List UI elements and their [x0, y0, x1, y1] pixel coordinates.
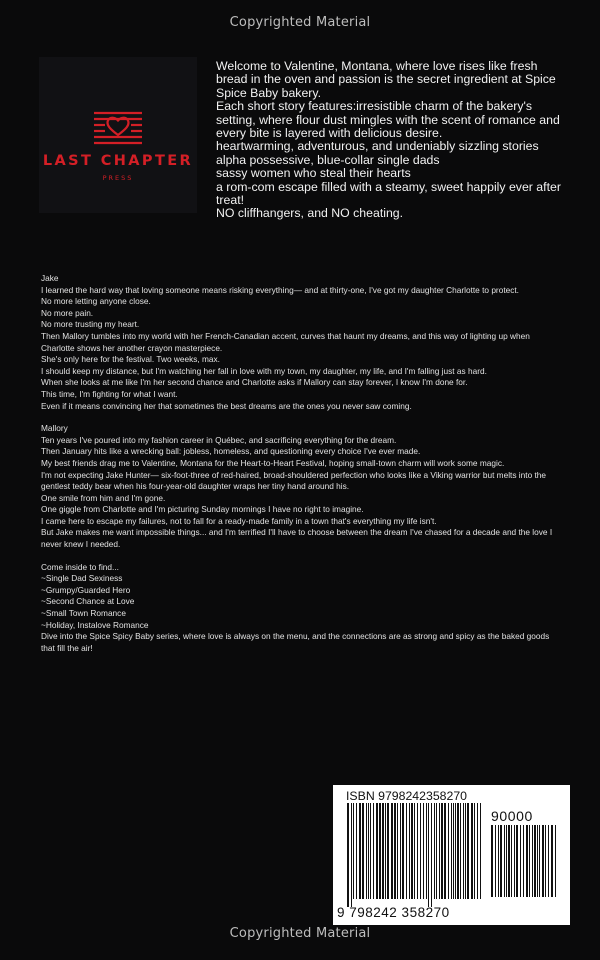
paragraph: I should keep my distance, but I'm watching her fall in love with my town, my daughter, my life, and I'm falling just as hard. — [41, 365, 487, 376]
book-heart-icon — [88, 105, 148, 151]
barcode-bar — [534, 825, 536, 897]
barcode-bar — [426, 803, 427, 899]
barcode-bar — [504, 825, 505, 897]
isbn-barcode — [333, 785, 570, 925]
barcode-bar — [495, 825, 496, 897]
trope-item: ~Single Dad Sexiness — [41, 573, 123, 584]
barcode-bar — [511, 825, 512, 897]
barcode-bar — [366, 803, 367, 899]
barcode-bar — [400, 803, 401, 899]
section-heading: Jake — [41, 273, 59, 283]
paragraph: I'm not expecting Jake Hunter— six-foot-three of red-haired, broad-shouldered perfection who looks like a Viking warrior but melts into the gentlest teddy bear when his four-year-old daughter wraps her tiny hand around his. — [41, 469, 547, 492]
barcode-bar — [385, 803, 386, 899]
barcode-bar — [391, 803, 393, 899]
barcode-bar — [439, 803, 440, 899]
intro-line: a rom-com escape filled with a steamy, sweet happily ever after treat! — [216, 179, 561, 208]
barcode-bar — [441, 803, 443, 899]
barcode-bar — [455, 803, 456, 899]
barcode-bar — [397, 803, 398, 899]
paragraph: Dive into the Spice Spicy Baby series, where love is always on the menu, and the connections are as strong and spicy as the baked goods that fill the air! — [41, 631, 550, 653]
barcode-bar — [463, 803, 464, 899]
barcode-bar — [465, 803, 466, 899]
paragraph: She's only here for the festival. Two weeks, max. — [41, 354, 220, 365]
barcode-bar — [387, 803, 389, 899]
barcode-bar — [359, 803, 361, 899]
paragraph: I came here to escape my failures, not to fall for a ready-made family in a town that's everything my life isn't. — [41, 515, 437, 526]
barcode-bar — [436, 803, 437, 899]
barcode-bar — [351, 803, 352, 907]
barcode-bar — [545, 825, 546, 897]
jake-section — [41, 273, 561, 412]
barcode-bar — [356, 803, 357, 899]
barcode-bar — [551, 825, 553, 897]
trope-item: ~Small Town Romance — [41, 608, 126, 619]
barcode-bar — [457, 803, 459, 899]
barcode-bar — [420, 803, 421, 899]
barcode-bar — [402, 803, 404, 899]
intro-line: heartwarming, adventurous, and undeniably sizzling stories — [216, 139, 539, 154]
barcode-bar — [471, 803, 473, 899]
paragraph: No more letting anyone close. — [41, 296, 151, 307]
barcode-bar — [431, 803, 432, 907]
barcode-bar — [477, 803, 478, 899]
paragraph: This time, I'm fighting for what I want. — [41, 388, 178, 399]
intro-line: Welcome to Valentine, Montana, where love rises like fresh bread in the oven and passion is the secret ingredient at Spice Spice Baby bakery. — [216, 59, 556, 100]
barcode-bar — [480, 803, 481, 899]
barcode-bar — [373, 803, 374, 899]
publisher-sub: PRESS — [102, 174, 134, 182]
intro-line: NO cliffhangers, and NO cheating. — [216, 206, 404, 221]
watermark-top: Copyrighted Material — [229, 15, 371, 30]
barcode-bar — [451, 803, 452, 899]
barcode-digits: 9 798242 358270 — [337, 905, 450, 920]
barcode-bar — [460, 803, 461, 899]
barcode-bar — [444, 803, 446, 899]
barcode-bar — [434, 803, 435, 899]
barcode-bar — [453, 803, 454, 899]
barcode-bar — [500, 825, 502, 897]
barcode-bar — [394, 803, 396, 899]
barcode-bar — [414, 803, 415, 899]
intro-line: Each short story features:irresistible charm of the bakery's setting, where flour dust mingles with the scent of romance and every bite is layered with delicious desire. — [216, 99, 560, 141]
barcode-bar — [417, 803, 418, 899]
paragraph: But Jake makes me want impossible things... and I'm terrified I'll have to choose between the dream I've chased for a decade and the love I never knew I needed. — [41, 527, 553, 550]
intro-blurb — [216, 60, 566, 221]
paragraph: When she looks at me like I'm her second chance and Charlotte asks if Mallory can stay forever, I know I'm done for. — [41, 377, 468, 388]
mallory-section — [41, 423, 561, 551]
barcode-bar — [428, 803, 429, 907]
watermark-bottom: Copyrighted Material — [229, 926, 371, 941]
section-heading: Mallory — [41, 423, 68, 434]
paragraph: Even if it means convincing her that sometimes the best dreams are the ones you never saw coming. — [41, 400, 412, 411]
barcode-bar — [379, 803, 381, 899]
barcode-bar — [555, 825, 556, 897]
barcode-bar — [353, 803, 354, 899]
paragraph: Then January hits like a wrecking ball: jobless, homeless, and questioning every choice I've ever made. — [41, 446, 421, 457]
trope-item: ~Holiday, Instalove Romance — [41, 619, 149, 630]
barcode-bar — [411, 803, 413, 899]
barcode-bar — [537, 825, 538, 897]
barcode-bar — [548, 825, 549, 897]
barcode-bar — [474, 803, 475, 899]
intro-line: alpha possessive, blue-collar single dads — [216, 152, 440, 167]
barcode-bar — [491, 825, 493, 897]
barcode-bar — [370, 803, 371, 899]
paragraph: My best friends drag me to Valentine, Montana for the Heart-to-Heart Festival, hoping small-town charm will work some magic. — [41, 457, 505, 468]
isbn-label: ISBN 9798242358270 — [346, 789, 468, 803]
addon-bars — [491, 825, 557, 905]
barcode-bar — [448, 803, 449, 899]
paragraph: One giggle from Charlotte and I'm picturing Sunday mornings I have no right to imagine. — [41, 504, 364, 515]
publisher-logo — [39, 57, 197, 213]
paragraph: No more pain. — [41, 307, 94, 318]
barcode-bar — [362, 803, 364, 899]
trope-item: ~Second Chance at Love — [41, 596, 135, 607]
barcode-bar — [526, 825, 528, 897]
barcode-bar — [523, 825, 524, 897]
barcode-bar — [347, 803, 349, 907]
section-heading: Come inside to find... — [41, 561, 119, 572]
barcode-bar — [409, 803, 410, 899]
barcode-bar — [520, 825, 521, 897]
barcode-bar — [529, 825, 530, 897]
barcode-bar — [514, 825, 515, 897]
paragraph: Then Mallory tumbles into my world with her French-Canadian accent, curves that haunt my dreams, and this way of lighting up when Charlotte shows her another crayon masterpiece. — [41, 330, 530, 353]
barcode-bar — [467, 803, 469, 899]
barcode-bar — [542, 825, 544, 897]
paragraph: No more trusting my heart. — [41, 319, 140, 330]
paragraph: One smile from him and I'm gone. — [41, 492, 166, 503]
publisher-name: LAST CHAPTER — [42, 153, 194, 169]
trope-item: ~Grumpy/Guarded Hero — [41, 584, 131, 595]
barcode-bar — [423, 803, 424, 899]
barcode-bar — [406, 803, 407, 899]
back-cover-description — [41, 273, 561, 654]
barcode-bar — [508, 825, 510, 897]
paragraph: I learned the hard way that loving someone means risking everything— and at thirty-one, I've got my daughter Charlotte to protect. — [41, 284, 519, 295]
barcode-bar — [532, 825, 533, 897]
barcode-bar — [382, 803, 384, 899]
barcode-bar — [498, 825, 499, 897]
barcode-bar — [506, 825, 507, 897]
intro-line: sassy women who steal their hearts — [216, 166, 411, 181]
price-code: 90000 — [491, 808, 533, 824]
paragraph: Ten years I've poured into my fashion career in Québec, and sacrificing everything for the dream. — [41, 434, 397, 445]
inside-section — [41, 562, 561, 655]
ean-bars — [347, 803, 482, 907]
barcode-bar — [368, 803, 369, 899]
barcode-bar — [376, 803, 378, 899]
barcode-bar — [539, 825, 540, 897]
barcode-bar — [516, 825, 518, 897]
